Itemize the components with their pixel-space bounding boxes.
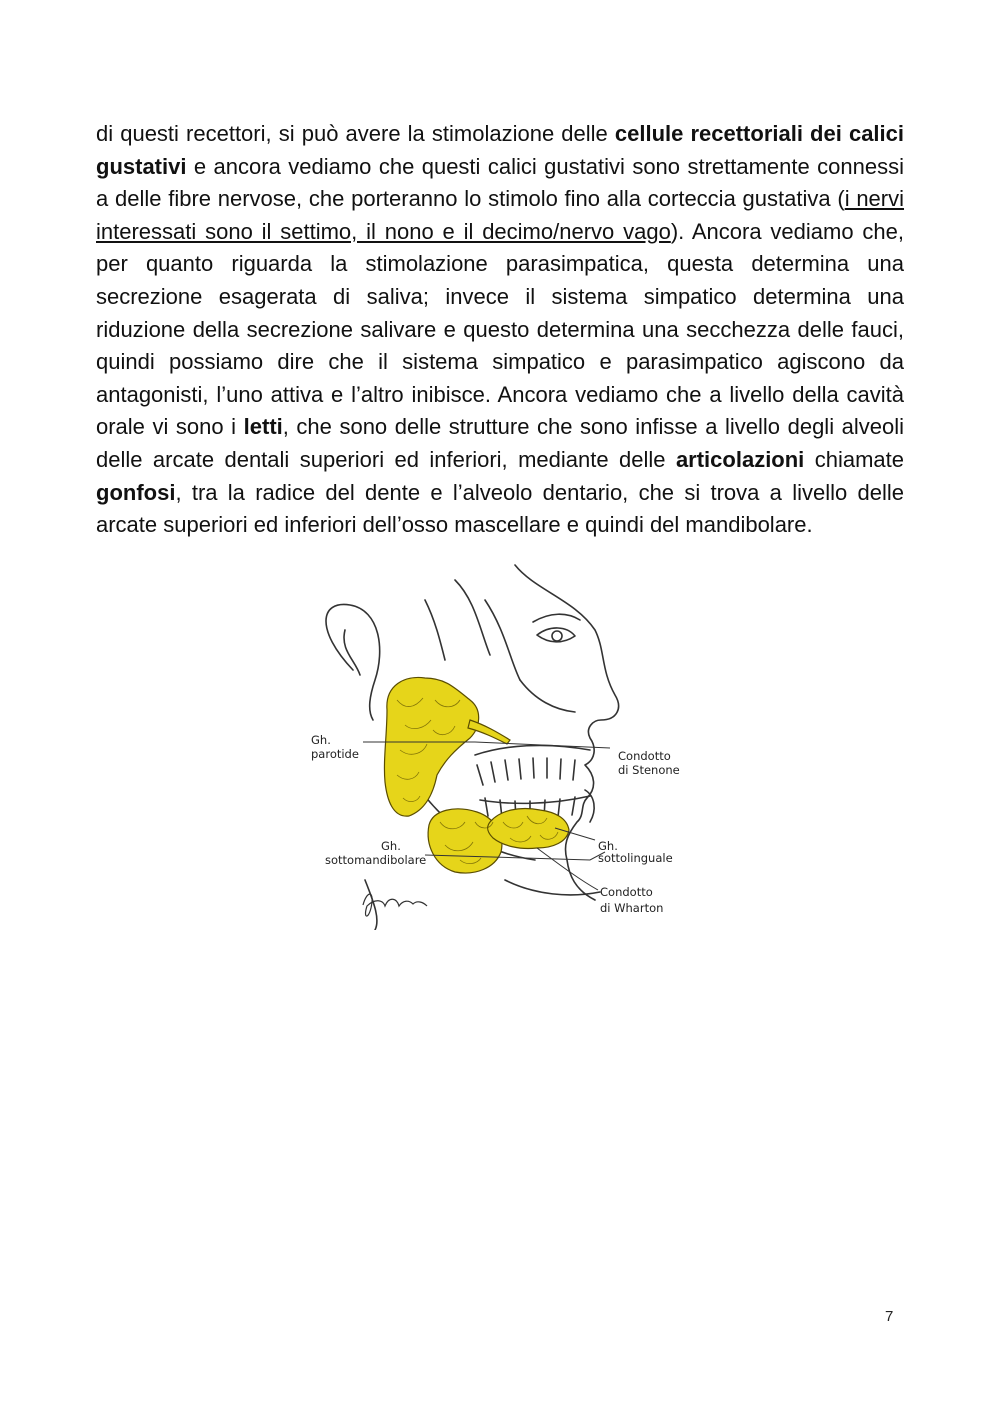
glands	[384, 677, 569, 873]
submandibular-gland	[428, 809, 502, 873]
label-stenone-1: Condotto	[618, 749, 671, 763]
label-sublingual-name: sottolinguale	[598, 851, 673, 865]
salivary-glands-illustration	[305, 560, 725, 930]
label-submandibular-gh: Gh.	[381, 839, 401, 853]
text-segment-bold: cellule recettoriali dei calici gustativi	[96, 121, 904, 179]
label-submandibular-name: sottomandibolare	[325, 853, 427, 867]
body-paragraph	[96, 118, 904, 542]
text-segment-normal: e ancora vediamo che questi calici gustativi sono strettamente connessi a delle fibre nervose, che porteranno lo stimolo fino alla corteccia gustativa (	[96, 153, 904, 212]
parotid-gland	[384, 677, 478, 816]
salivary-glands-figure	[305, 560, 725, 930]
label-parotid-name: parotide	[311, 747, 359, 761]
label-sublingual-gh: Gh.	[598, 839, 618, 853]
text-segment-normal: ). Ancora vediamo che, per quanto riguarda la stimolazione parasimpatica, questa determina una secrezione esagerata di saliva; invece il sistema simpatico determina una riduzione della secrezione salivare e questo determina una secchezza delle fauci, quindi possiamo dire che il sistema simpatico e parasimpatico agiscono da antagonisti, l’uno attiva e l’altro inibisce. Ancora vediamo che a livello della cavità orale vi sono i	[96, 218, 904, 440]
text-segment-normal: , che sono delle strutture che sono infisse a livello degli alveoli delle arcate dentali superiori ed inferiori, mediante delle	[96, 414, 905, 472]
artist-signature	[363, 894, 427, 916]
text-segment-bold: articolazioni	[675, 446, 805, 472]
label-wharton-2: di Wharton	[600, 901, 664, 915]
text-segment-underline: i nervi interessati sono il settimo, il nono e il decimo/nervo vago	[96, 186, 905, 244]
label-wharton-1: Condotto	[600, 885, 653, 899]
text-segment-bold: gonfosi	[96, 479, 176, 505]
text-segment-normal: , tra la radice del dente e l’alveolo dentario, che si trova a livello delle arcate superiori ed inferiori dell’osso mascellare e quindi del mandibolare.	[96, 479, 904, 538]
text-segment-bold: letti	[243, 414, 283, 440]
text-segment-normal: di questi recettori, si può avere la stimolazione delle	[96, 121, 615, 146]
label-stenone-2: di Stenone	[618, 763, 680, 777]
label-parotid-gh: Gh.	[311, 733, 331, 747]
page-number: 7	[885, 1308, 894, 1325]
text-segment-normal: chiamate	[804, 446, 904, 472]
